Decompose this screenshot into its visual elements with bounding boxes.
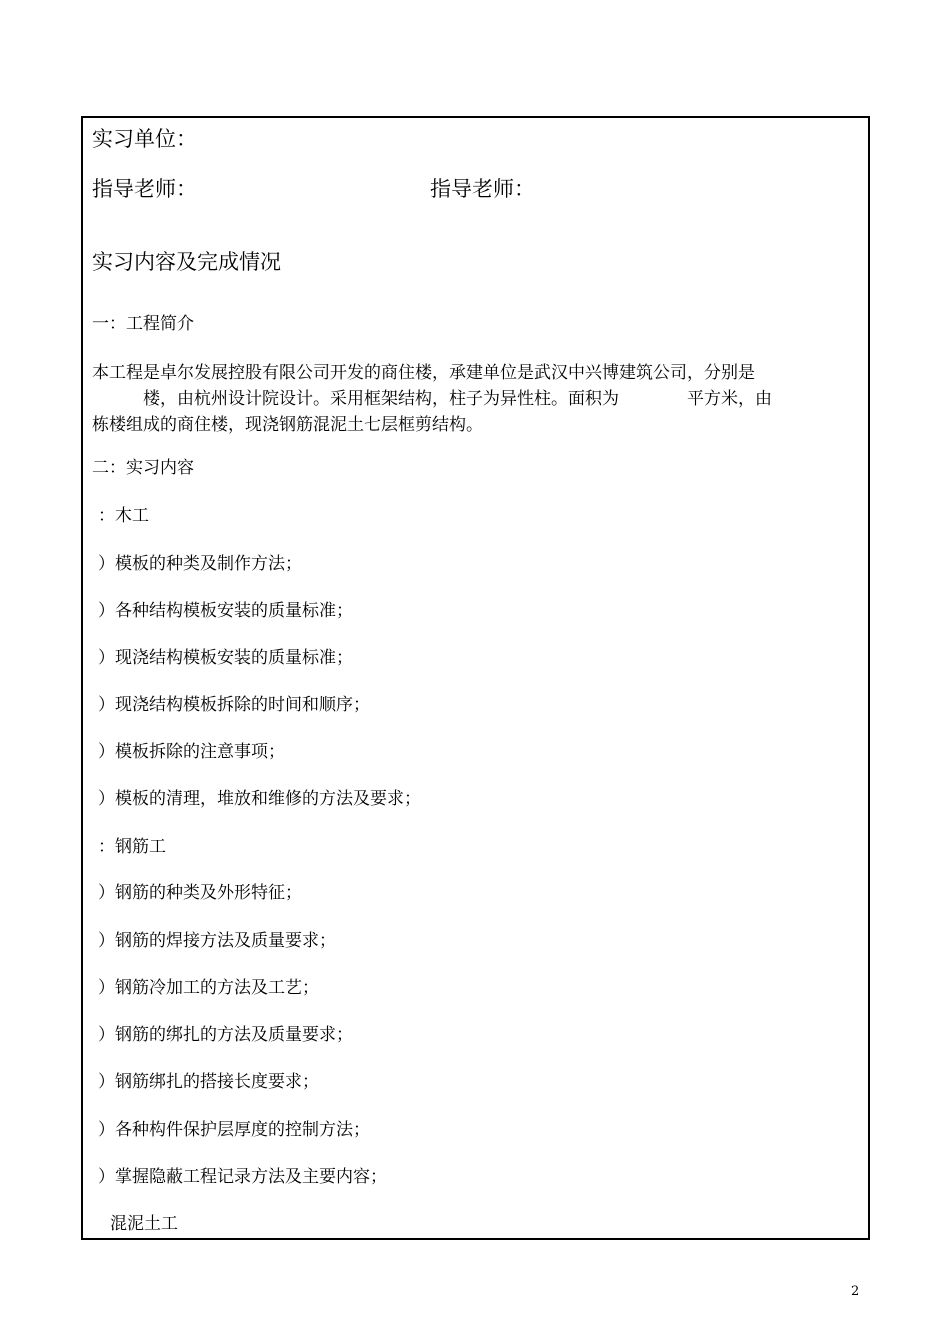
content-heading: 二：实习内容 bbox=[92, 458, 194, 478]
rebar-item: ）钢筋的绑扎的方法及质量要求； bbox=[98, 1025, 353, 1045]
rebar-item: ）掌握隐蔽工程记录方法及主要内容； bbox=[98, 1167, 387, 1187]
rebar-item: ）钢筋的种类及外形特征； bbox=[98, 883, 302, 903]
supervisor-label-2: 指导老师： bbox=[430, 177, 535, 201]
section-title: 实习内容及完成情况 bbox=[92, 250, 281, 274]
carpentry-item: ）模板拆除的注意事项； bbox=[98, 742, 285, 762]
internship-unit-label: 实习单位： bbox=[92, 127, 197, 151]
rebar-item: ）钢筋绑扎的搭接长度要求； bbox=[98, 1072, 319, 1092]
carpentry-item: ）各种结构模板安装的质量标准； bbox=[98, 601, 353, 621]
carpentry-item: ）现浇结构模板拆除的时间和顺序； bbox=[98, 695, 370, 715]
rebar-item: ）钢筋的焊接方法及质量要求； bbox=[98, 931, 336, 951]
carpentry-item: ）模板的清理，堆放和维修的方法及要求； bbox=[98, 789, 421, 809]
concrete-title: 混泥土工 bbox=[110, 1214, 178, 1234]
intro-paragraph bbox=[92, 360, 852, 438]
supervisor-label-1: 指导老师： bbox=[92, 177, 197, 201]
carpentry-item: ）模板的种类及制作方法； bbox=[98, 554, 302, 574]
carpentry-title: ：木工 bbox=[98, 506, 149, 526]
page-number: 2 bbox=[851, 1284, 860, 1299]
rebar-item: ）各种构件保护层厚度的控制方法； bbox=[98, 1120, 370, 1140]
intro-line: 本工程是卓尔发展控股有限公司开发的商住楼，承建单位是武汉中兴博建筑公司，分别是 bbox=[92, 363, 755, 383]
carpentry-item: ）现浇结构模板安装的质量标准； bbox=[98, 648, 353, 668]
rebar-title: ：钢筋工 bbox=[98, 837, 166, 857]
intro-heading: 一：工程简介 bbox=[92, 314, 194, 334]
intro-line: 栋楼组成的商住楼，现浇钢筋混泥土七层框剪结构。 bbox=[92, 415, 483, 435]
intro-line: 楼，由杭州设计院设计。采用框架结构，柱子为异性柱。面积为 平方米，由 bbox=[92, 389, 772, 409]
rebar-item: ）钢筋冷加工的方法及工艺； bbox=[98, 978, 319, 998]
